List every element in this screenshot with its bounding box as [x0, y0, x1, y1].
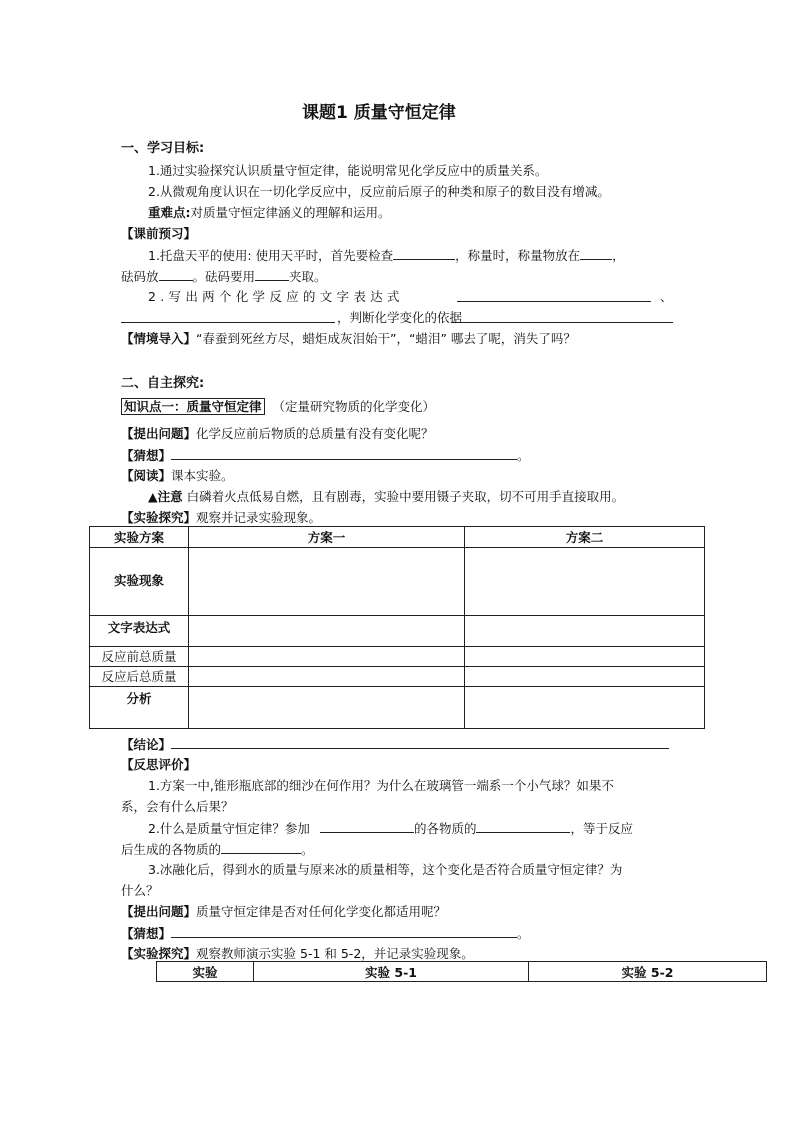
preview-1-text-d: 砝码放	[121, 269, 159, 284]
scenario-text: “春蚕到死丝方尽，蜡炬成灰泪始干”，“蜡泪” 哪去了呢，消失了吗？	[196, 331, 576, 346]
blank-conclusion[interactable]	[171, 735, 669, 749]
guess-1	[121, 446, 530, 464]
reflection-1: 1.方案一中,锥形瓶底部的细沙在何作用？为什么在玻璃管一端系一个小气球？如果不	[148, 778, 614, 793]
question-2-label: 【提出问题】	[121, 904, 197, 919]
blank-weight-pan[interactable]	[159, 267, 193, 281]
preview-2-text-b: 、	[660, 289, 673, 304]
reflection-3: 3.冰融化后，得到水的质量与原来冰的质量相等，这个变化是否符合质量守恒定律？为	[148, 862, 623, 877]
preview-1-text-e: 。砝码要用	[192, 269, 256, 284]
blank-guess-1[interactable]	[171, 446, 517, 460]
table1-cell-mass-after-b[interactable]	[465, 667, 705, 687]
preview-1-text-a: 1.托盘天平的使用: 使用天平时，首先要检查	[148, 248, 394, 263]
preview-1-text-c: ，	[612, 248, 625, 263]
scenario-label: 【情境导入】	[121, 331, 197, 346]
experiment-1-label: 【实验探究】	[121, 510, 197, 525]
reading	[121, 467, 234, 484]
section2-heading: 二、自主探究:	[121, 376, 205, 391]
safety-note-label: ▲注意	[148, 489, 183, 504]
experiment-table-1	[89, 526, 705, 729]
reflection-2-text-c: ，等于反应	[570, 821, 633, 836]
experiment-2-label: 【实验探究】	[121, 946, 197, 961]
table1-cell-analysis-a[interactable]	[189, 687, 465, 729]
preview-item-2	[148, 288, 404, 305]
reflection-3-cont: 什么？	[121, 883, 159, 898]
table2-header-exp-5-1: 实验 5-1	[254, 962, 529, 982]
blank-guess-2[interactable]	[171, 924, 517, 938]
table1-cell-mass-before-b[interactable]	[465, 647, 705, 667]
preview-2-text-c: ，判断化学变化的依据	[337, 310, 463, 325]
blank-equation-2[interactable]	[121, 309, 335, 323]
conclusion-label: 【结论】	[121, 737, 172, 752]
safety-note-text: 白磷着火点低易自燃，且有剧毒，实验中要用镊子夹取，切不可用手直接取用。	[182, 489, 625, 504]
reflection-2-text-a: 2.什么是质量守恒定律？参加	[148, 821, 310, 836]
experiment-1-intro	[121, 509, 321, 526]
preview-item-1	[148, 246, 625, 264]
table1-row-mass-after: 反应后总质量	[90, 667, 189, 687]
table1-row-equation: 文字表达式	[90, 616, 189, 647]
key-points	[148, 204, 391, 221]
reflection-2-period: 。	[301, 842, 314, 857]
table1-cell-analysis-b[interactable]	[465, 687, 705, 729]
knowledge-point-note: （定量研究物质的化学变化）	[272, 399, 436, 414]
question-1	[121, 425, 434, 442]
table1-header-plan: 实验方案	[90, 527, 189, 548]
table1-row-phenomenon: 实验现象	[90, 548, 189, 616]
blank-object-pan[interactable]	[580, 246, 612, 260]
key-points-label: 重难点:	[148, 205, 191, 220]
section1-heading: 一、学习目标:	[121, 141, 205, 156]
blank-mass-sum[interactable]	[476, 819, 570, 833]
guess-2-label: 【猜想】	[121, 926, 172, 941]
key-points-text: 对质量守恒定律涵义的理解和运用。	[190, 205, 391, 220]
reflection-2-text-b: 的各物质的	[413, 821, 477, 836]
table2-header-exp-5-2: 实验 5-2	[529, 962, 767, 982]
preview-1-text-f: 夹取。	[289, 269, 327, 284]
experiment-1-text: 观察并记录实验现象。	[196, 510, 322, 525]
question-1-label: 【提出问题】	[121, 426, 197, 441]
blank-reactants[interactable]	[320, 819, 414, 833]
reading-label: 【阅读】	[121, 468, 172, 483]
reflection-2-text-d: 后生成的各物质的	[121, 842, 222, 857]
guess-2	[121, 924, 530, 942]
table1-row-analysis: 分析	[90, 687, 189, 729]
scenario-intro	[121, 330, 576, 347]
reading-text: 课本实验。	[171, 468, 234, 483]
table1-cell-equation-a[interactable]	[189, 616, 465, 647]
goal-1: 1.通过实验探究认识质量守恒定律，能说明常见化学反应中的质量关系。	[148, 163, 548, 178]
preview-label: 【课前预习】	[121, 226, 197, 241]
blank-equation-1[interactable]	[457, 288, 651, 302]
blank-product-mass[interactable]	[221, 840, 301, 854]
blank-balance-check[interactable]	[393, 246, 455, 260]
knowledge-point-1	[121, 398, 435, 415]
table1-row-mass-before: 反应前总质量	[90, 647, 189, 667]
question-1-text: 化学反应前后物质的总质量有没有变化呢？	[196, 426, 434, 441]
blank-weight-tool[interactable]	[255, 267, 289, 281]
table1-cell-phenomenon-a[interactable]	[189, 548, 465, 616]
experiment-2-intro	[121, 945, 474, 962]
table2-header-experiment: 实验	[157, 962, 254, 982]
guess-2-period: 。	[517, 926, 530, 941]
reflection-2-cont	[121, 840, 314, 858]
experiment-table-2	[156, 961, 767, 982]
reflection-label: 【反思评价】	[121, 757, 197, 772]
page-title: 课题1 质量守恒定律	[302, 103, 456, 123]
conclusion	[121, 735, 669, 753]
reflection-1-cont: 系，会有什么后果？	[121, 799, 234, 814]
reflection-2	[148, 819, 633, 837]
preview-item-1-cont	[121, 267, 327, 285]
safety-note	[148, 488, 624, 505]
question-2	[121, 903, 446, 920]
table1-header-plan-a: 方案一	[189, 527, 465, 548]
guess-1-label: 【猜想】	[121, 448, 172, 463]
preview-1-text-b: ，称量时，称量物放在	[455, 248, 581, 263]
table1-cell-equation-b[interactable]	[465, 616, 705, 647]
guess-1-period: 。	[517, 448, 530, 463]
goal-2: 2.从微观角度认识在一切化学反应中，反应前后原子的种类和原子的数目没有增减。	[148, 184, 610, 199]
table1-header-plan-b: 方案二	[465, 527, 705, 548]
blank-change-basis[interactable]	[452, 309, 673, 323]
experiment-2-text: 观察教师演示实验 5-1 和 5-2，并记录实验现象。	[196, 946, 474, 961]
table1-cell-mass-before-a[interactable]	[189, 647, 465, 667]
table1-cell-phenomenon-b[interactable]	[465, 548, 705, 616]
knowledge-point-label: 知识点一：质量守恒定律	[121, 398, 265, 415]
question-2-text: 质量守恒定律是否对任何化学变化都适用呢？	[196, 904, 447, 919]
preview-2-text-a: 2.写出两个化学反应的文字表达式	[148, 289, 404, 304]
table1-cell-mass-after-a[interactable]	[189, 667, 465, 687]
